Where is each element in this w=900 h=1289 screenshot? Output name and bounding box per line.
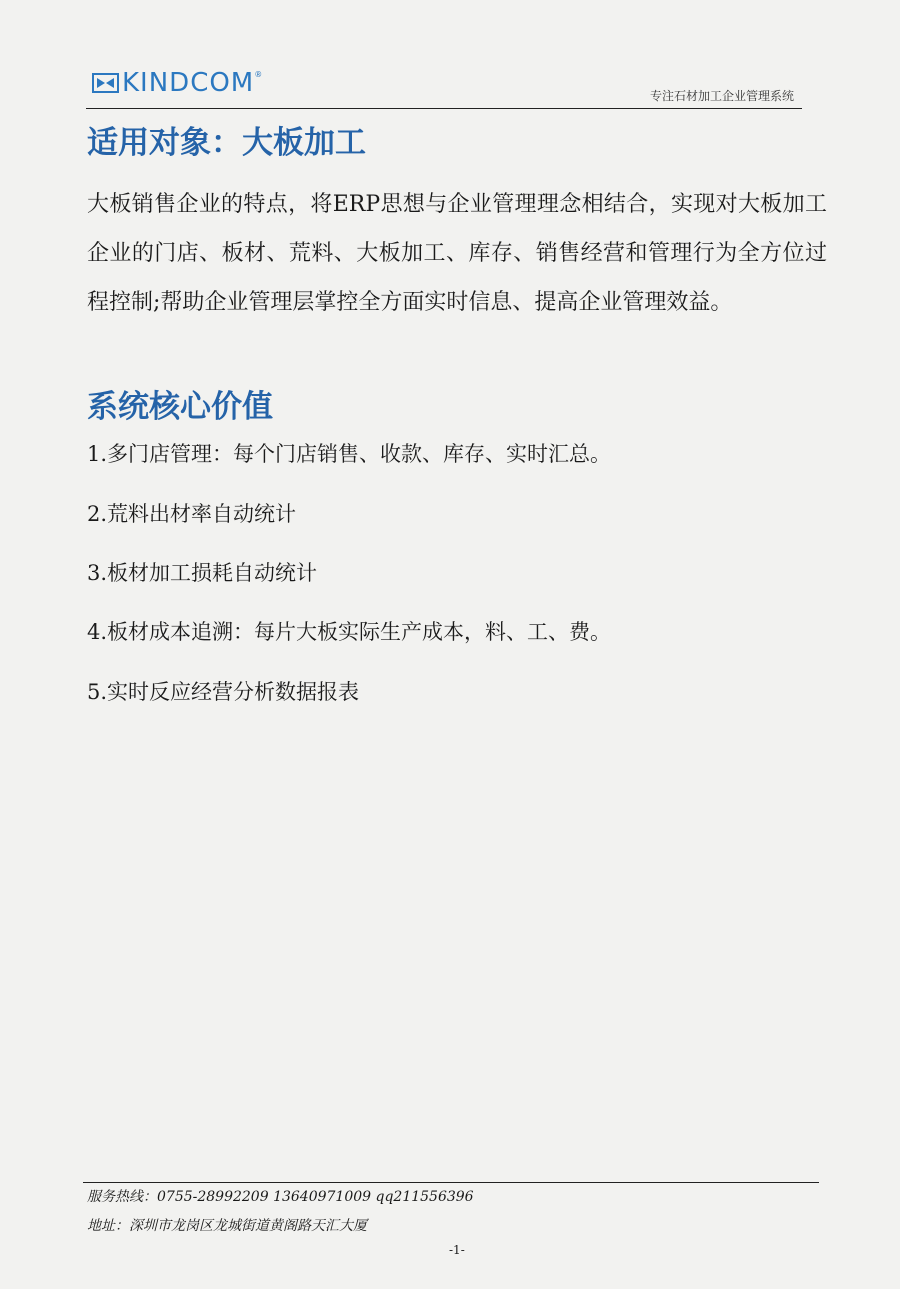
registered-mark: ® (254, 70, 263, 79)
footer-address: 地址：深圳市龙岗区龙城街道黄阁路天汇大厦 (87, 1218, 367, 1234)
page-number: -1- (449, 1243, 465, 1257)
list-item: 2.荒料出材率自动统计 (87, 502, 297, 526)
footer-hotline: 服务热线：0755-28992209 13640971009 qq211556396 (87, 1189, 474, 1205)
page-header (86, 62, 802, 109)
list-item: 3.板材加工损耗自动统计 (87, 561, 318, 585)
kindcom-logo (92, 68, 262, 98)
logo-text: KINDCOM (122, 68, 255, 98)
list-item: 5.实时反应经营分析数据报表 (87, 680, 360, 704)
list-item: 4.板材成本追溯：每片大板实际生产成本，料、工、费。 (87, 620, 612, 644)
header-tagline: 专注石材加工企业管理系统 (649, 89, 794, 103)
list-item: 1.多门店管理：每个门店销售、收款、库存、实时汇总。 (87, 442, 612, 466)
footer-divider (83, 1182, 819, 1183)
section-body-target: 大板销售企业的特点，将ERP思想与企业管理理念相结合，实现对大板加工企业的门店、板材、荒料、大板加工、库存、销售经营和管理行为全方位过程控制;帮助企业管理层掌控全方面实时信息、提高企业管理效益。 (87, 192, 827, 315)
section-title-target: 适用对象：大板加工 (87, 125, 366, 161)
section-title-core-value: 系统核心价值 (87, 389, 273, 425)
kindcom-logo-icon (92, 72, 120, 94)
